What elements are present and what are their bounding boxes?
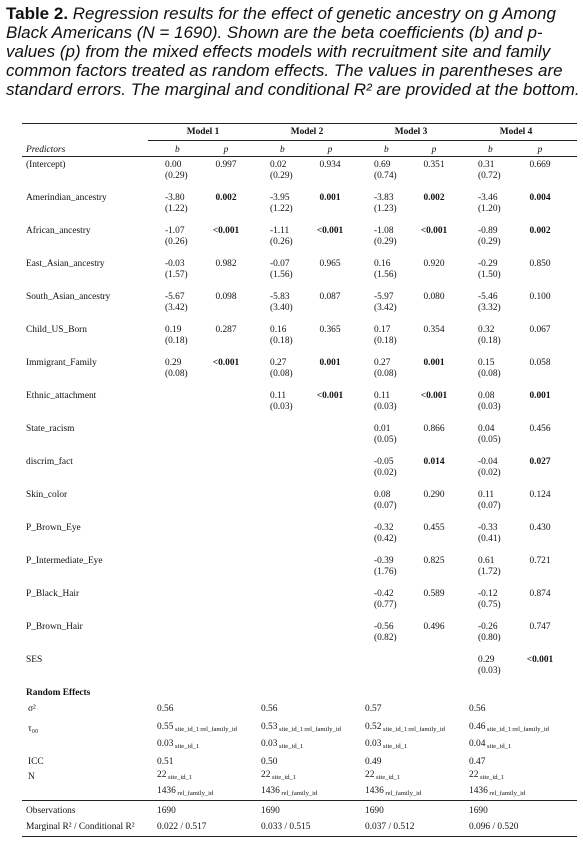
n-family bbox=[261, 786, 317, 799]
coef-b: -0.04 bbox=[478, 457, 498, 467]
coef-se: (3.40) bbox=[270, 303, 293, 313]
observations-value: 1690 bbox=[157, 806, 176, 816]
tau-family bbox=[157, 722, 237, 735]
predictor-label: Immigrant_Family bbox=[26, 358, 97, 368]
coef-b: 0.31 bbox=[478, 160, 495, 170]
tau-site-value: 0.04 bbox=[469, 739, 486, 749]
n-site-subscript: site_id_1 bbox=[374, 774, 401, 781]
tau-family-subscript: site_id_1:rel_family_id bbox=[277, 726, 341, 733]
r2-value: 0.037 / 0.512 bbox=[365, 822, 415, 832]
predictor-label: P_Brown_Hair bbox=[26, 622, 83, 632]
coef-p: 0.874 bbox=[529, 589, 551, 599]
coef-b: 0.69 bbox=[374, 160, 391, 170]
coef-b: -0.29 bbox=[478, 259, 498, 269]
predictor-label: P_Intermediate_Eye bbox=[26, 556, 103, 566]
r2-value: 0.033 / 0.515 bbox=[261, 822, 311, 832]
n-label: N bbox=[28, 772, 35, 782]
coef-se: (1.22) bbox=[165, 204, 188, 214]
sigma-value: 0.56 bbox=[157, 704, 174, 714]
coef-se: (0.05) bbox=[478, 435, 501, 445]
coef-se: (1.56) bbox=[374, 270, 397, 280]
obs-rule bbox=[22, 800, 577, 801]
tau-family-value: 0.55 bbox=[157, 722, 174, 732]
predictor-label: Skin_color bbox=[26, 490, 68, 500]
tau-family-subscript: site_id_1:rel_family_id bbox=[173, 726, 237, 733]
coef-se: (0.42) bbox=[374, 534, 397, 544]
coef-p: 0.934 bbox=[319, 160, 341, 170]
n-family-value: 1436 bbox=[469, 786, 488, 796]
coef-p: 0.365 bbox=[319, 325, 341, 335]
coef-b: -0.05 bbox=[374, 457, 394, 467]
coef-se: (0.03) bbox=[478, 402, 501, 412]
coef-b: 0.19 bbox=[165, 325, 182, 335]
n-family bbox=[365, 786, 421, 799]
observations-label: Observations bbox=[26, 806, 76, 816]
coef-b: 0.08 bbox=[374, 490, 391, 500]
coef-p: 0.004 bbox=[529, 193, 551, 203]
n-family-subscript: rel_family_id bbox=[487, 790, 526, 797]
coef-b: -3.46 bbox=[478, 193, 498, 203]
tau-site bbox=[365, 739, 407, 752]
coef-p: 0.997 bbox=[215, 160, 237, 170]
coef-se: (0.08) bbox=[374, 369, 397, 379]
coef-se: (1.76) bbox=[374, 567, 397, 577]
coef-b: -0.42 bbox=[374, 589, 394, 599]
n-site bbox=[157, 770, 192, 783]
model-header: Model 4 bbox=[499, 127, 533, 137]
icc-value: 0.47 bbox=[469, 757, 486, 767]
coef-b: 0.61 bbox=[478, 556, 495, 566]
observations-value: 1690 bbox=[261, 806, 280, 816]
coef-p: 0.866 bbox=[423, 424, 445, 434]
coef-p: <0.001 bbox=[212, 226, 240, 236]
tau-site-value: 0.03 bbox=[157, 739, 174, 749]
coef-b: -5.46 bbox=[478, 292, 498, 302]
coef-b: -1.07 bbox=[165, 226, 185, 236]
coef-se: (0.07) bbox=[478, 501, 501, 511]
tau-site-value: 0.03 bbox=[261, 739, 278, 749]
n-site-value: 22 bbox=[469, 770, 479, 780]
coef-b: 0.15 bbox=[478, 358, 495, 368]
p-header: p bbox=[431, 145, 437, 155]
coef-p: <0.001 bbox=[212, 358, 240, 368]
predictor-label: P_Brown_Eye bbox=[26, 523, 81, 533]
coef-b: -5.67 bbox=[165, 292, 185, 302]
predictor-label: Amerindian_ancestry bbox=[26, 193, 107, 203]
tau-site-subscript: site_id_1 bbox=[173, 743, 200, 750]
n-site bbox=[469, 770, 504, 783]
coef-b: 0.11 bbox=[478, 490, 495, 500]
n-family-subscript: rel_family_id bbox=[175, 790, 214, 797]
coef-p: 0.920 bbox=[423, 259, 445, 269]
coef-p: 0.014 bbox=[423, 457, 445, 467]
r2-value: 0.022 / 0.517 bbox=[157, 822, 207, 832]
coef-p: <0.001 bbox=[526, 655, 554, 665]
coef-b: 0.08 bbox=[478, 391, 495, 401]
n-site-value: 22 bbox=[365, 770, 375, 780]
coef-p: 0.496 bbox=[423, 622, 445, 632]
tau-family bbox=[261, 722, 341, 735]
coef-se: (0.08) bbox=[165, 369, 188, 379]
coef-se: (0.18) bbox=[165, 336, 188, 346]
tau-site bbox=[157, 739, 199, 752]
coef-p: 0.965 bbox=[319, 259, 341, 269]
b-header: b bbox=[488, 145, 493, 155]
coef-p: <0.001 bbox=[316, 226, 344, 236]
coef-b: -0.39 bbox=[374, 556, 394, 566]
coef-p: 0.098 bbox=[215, 292, 237, 302]
coef-se: (0.29) bbox=[270, 171, 293, 181]
predictor-label: Child_US_Born bbox=[26, 325, 87, 335]
coef-se: (0.29) bbox=[165, 171, 188, 181]
coef-p: 0.850 bbox=[529, 259, 551, 269]
coef-se: (1.72) bbox=[478, 567, 501, 577]
coef-se: (0.03) bbox=[374, 402, 397, 412]
coef-se: (0.80) bbox=[478, 633, 501, 643]
coef-se: (0.82) bbox=[374, 633, 397, 643]
coef-b: -0.12 bbox=[478, 589, 498, 599]
coef-p: 0.747 bbox=[529, 622, 551, 632]
n-family-value: 1436 bbox=[157, 786, 176, 796]
coef-p: <0.001 bbox=[420, 391, 448, 401]
coef-p: 0.001 bbox=[319, 358, 341, 368]
coef-se: (1.22) bbox=[270, 204, 293, 214]
coef-p: 0.721 bbox=[529, 556, 551, 566]
b-header: b bbox=[175, 145, 180, 155]
tau-label: τ₀₀ bbox=[28, 724, 39, 734]
predictor-label: SES bbox=[26, 655, 43, 665]
coef-se: (3.42) bbox=[165, 303, 188, 313]
model-header: Model 3 bbox=[394, 127, 428, 137]
sigma-value: 0.56 bbox=[469, 704, 486, 714]
coef-b: -0.07 bbox=[270, 259, 290, 269]
coef-b: 0.11 bbox=[270, 391, 287, 401]
predictor-label: discrim_fact bbox=[26, 457, 73, 467]
tau-site bbox=[261, 739, 303, 752]
coef-p: 0.067 bbox=[529, 325, 551, 335]
r2-label: Marginal R² / Conditional R² bbox=[26, 822, 135, 832]
coef-p: 0.351 bbox=[423, 160, 445, 170]
coef-se: (0.41) bbox=[478, 534, 501, 544]
coef-p: 0.430 bbox=[529, 523, 551, 533]
coef-p: <0.001 bbox=[420, 226, 448, 236]
caption-text: Regression results for the effect of genetic ancestry on g Among Black Americans (N = 1690). Shown are the beta coefficients (b) and p-values (p) from the mixed effects models with recruitment site and family common factors treated as random effects. The values in parentheses are standard errors. The marginal and conditional R² are provided at the bottom. bbox=[6, 4, 580, 99]
coef-p: 0.669 bbox=[529, 160, 551, 170]
coef-se: (0.75) bbox=[478, 600, 501, 610]
coef-se: (1.57) bbox=[165, 270, 188, 280]
p-header: p bbox=[223, 145, 229, 155]
coef-b: 0.17 bbox=[374, 325, 391, 335]
header-rule bbox=[22, 156, 577, 157]
coef-b: -0.03 bbox=[165, 259, 185, 269]
coef-se: (0.72) bbox=[478, 171, 501, 181]
coef-se: (0.07) bbox=[374, 501, 397, 511]
tau-family bbox=[469, 722, 549, 735]
r2-value: 0.096 / 0.520 bbox=[469, 822, 519, 832]
coef-se: (0.05) bbox=[374, 435, 397, 445]
coef-b: -5.97 bbox=[374, 292, 394, 302]
coef-p: <0.001 bbox=[316, 391, 344, 401]
p-header: p bbox=[327, 145, 333, 155]
predictor-label: Ethnic_attachment bbox=[26, 391, 97, 401]
sigma-label: σ² bbox=[28, 704, 36, 714]
coef-se: (3.32) bbox=[478, 303, 501, 313]
coef-b: -0.33 bbox=[478, 523, 498, 533]
coef-b: -3.95 bbox=[270, 193, 290, 203]
predictor-label: State_racism bbox=[26, 424, 75, 434]
n-site-subscript: site_id_1 bbox=[270, 774, 297, 781]
coef-se: (0.02) bbox=[478, 468, 501, 478]
coef-b: -0.89 bbox=[478, 226, 498, 236]
coef-b: -1.11 bbox=[270, 226, 290, 236]
n-family-value: 1436 bbox=[261, 786, 280, 796]
n-site-value: 22 bbox=[157, 770, 167, 780]
predictor-label: South_Asian_ancestry bbox=[26, 292, 111, 302]
coef-b: -5.83 bbox=[270, 292, 290, 302]
n-site-value: 22 bbox=[261, 770, 271, 780]
model-underline bbox=[148, 140, 577, 141]
coef-se: (1.50) bbox=[478, 270, 501, 280]
coef-se: (0.77) bbox=[374, 600, 397, 610]
coef-b: 0.16 bbox=[270, 325, 287, 335]
caption-label: Table 2. bbox=[6, 4, 69, 23]
coef-b: -3.80 bbox=[165, 193, 185, 203]
coef-p: 0.589 bbox=[423, 589, 445, 599]
coef-p: 0.002 bbox=[529, 226, 551, 236]
coef-b: 0.04 bbox=[478, 424, 495, 434]
coef-p: 0.354 bbox=[423, 325, 445, 335]
coef-se: (0.18) bbox=[478, 336, 501, 346]
coef-b: 0.32 bbox=[478, 325, 495, 335]
coef-b: 0.02 bbox=[270, 160, 287, 170]
n-site-subscript: site_id_1 bbox=[478, 774, 505, 781]
coef-b: 0.16 bbox=[374, 259, 391, 269]
b-header: b bbox=[280, 145, 285, 155]
coef-p: 0.455 bbox=[423, 523, 445, 533]
coef-p: 0.058 bbox=[529, 358, 551, 368]
coef-b: 0.00 bbox=[165, 160, 182, 170]
coef-p: 0.456 bbox=[529, 424, 551, 434]
coef-b: 0.27 bbox=[270, 358, 287, 368]
coef-p: 0.080 bbox=[423, 292, 445, 302]
coef-se: (0.29) bbox=[374, 237, 397, 247]
b-header: b bbox=[384, 145, 389, 155]
coef-b: 0.29 bbox=[478, 655, 495, 665]
tau-family-subscript: site_id_1:rel_family_id bbox=[381, 726, 445, 733]
coef-se: (0.29) bbox=[478, 237, 501, 247]
coef-b: -0.26 bbox=[478, 622, 498, 632]
n-family bbox=[469, 786, 525, 799]
coef-p: 0.982 bbox=[215, 259, 237, 269]
tau-site bbox=[469, 739, 511, 752]
coef-se: (0.74) bbox=[374, 171, 397, 181]
bottom-rule bbox=[22, 836, 577, 837]
coef-se: (0.08) bbox=[270, 369, 293, 379]
tau-family-subscript: site_id_1:rel_family_id bbox=[485, 726, 549, 733]
predictor-label: P_Black_Hair bbox=[26, 589, 80, 599]
sigma-value: 0.56 bbox=[261, 704, 278, 714]
top-rule bbox=[22, 123, 577, 124]
coef-se: (0.26) bbox=[165, 237, 188, 247]
n-family-subscript: rel_family_id bbox=[279, 790, 318, 797]
random-effects-header: Random Effects bbox=[26, 688, 91, 698]
observations-value: 1690 bbox=[365, 806, 384, 816]
coef-se: (0.03) bbox=[478, 666, 501, 676]
coef-p: 0.825 bbox=[423, 556, 445, 566]
coef-p: 0.001 bbox=[423, 358, 445, 368]
tau-family-value: 0.53 bbox=[261, 722, 278, 732]
coef-p: 0.124 bbox=[529, 490, 551, 500]
tau-family-value: 0.46 bbox=[469, 722, 486, 732]
coef-b: 0.11 bbox=[374, 391, 391, 401]
coef-se: (0.08) bbox=[478, 369, 501, 379]
predictor-label: African_ancestry bbox=[26, 226, 91, 236]
predictor-label: East_Asian_ancestry bbox=[26, 259, 105, 269]
coef-b: 0.27 bbox=[374, 358, 391, 368]
n-family bbox=[157, 786, 213, 799]
model-header: Model 2 bbox=[290, 127, 324, 137]
coef-p: 0.027 bbox=[529, 457, 551, 467]
coef-b: 0.29 bbox=[165, 358, 182, 368]
coef-p: 0.001 bbox=[319, 193, 341, 203]
coef-se: (0.02) bbox=[374, 468, 397, 478]
coef-p: 0.001 bbox=[529, 391, 551, 401]
predictors-header: Predictors bbox=[26, 145, 66, 155]
n-site bbox=[365, 770, 400, 783]
n-site-subscript: site_id_1 bbox=[166, 774, 193, 781]
predictor-label: (Intercept) bbox=[26, 160, 66, 170]
n-site bbox=[261, 770, 296, 783]
n-family-value: 1436 bbox=[365, 786, 384, 796]
coef-b: 0.01 bbox=[374, 424, 391, 434]
table-caption bbox=[6, 4, 580, 99]
sigma-value: 0.57 bbox=[365, 704, 382, 714]
coef-b: -1.08 bbox=[374, 226, 394, 236]
coef-se: (0.18) bbox=[270, 336, 293, 346]
coef-p: 0.002 bbox=[215, 193, 237, 203]
observations-value: 1690 bbox=[469, 806, 488, 816]
tau-site-value: 0.03 bbox=[365, 739, 382, 749]
icc-label: ICC bbox=[28, 757, 44, 767]
tau-site-subscript: site_id_1 bbox=[381, 743, 408, 750]
coef-se: (3.42) bbox=[374, 303, 397, 313]
icc-value: 0.50 bbox=[261, 757, 278, 767]
coef-se: (0.18) bbox=[374, 336, 397, 346]
icc-value: 0.49 bbox=[365, 757, 382, 767]
coef-p: 0.100 bbox=[529, 292, 551, 302]
coef-se: (1.56) bbox=[270, 270, 293, 280]
tau-site-subscript: site_id_1 bbox=[277, 743, 304, 750]
coef-b: -0.32 bbox=[374, 523, 394, 533]
model-header: Model 1 bbox=[186, 127, 220, 137]
tau-family bbox=[365, 722, 445, 735]
coef-se: (0.26) bbox=[270, 237, 293, 247]
coef-p: 0.290 bbox=[423, 490, 445, 500]
tau-site-subscript: site_id_1 bbox=[485, 743, 512, 750]
p-header: p bbox=[537, 145, 543, 155]
icc-value: 0.51 bbox=[157, 757, 174, 767]
coef-b: -3.83 bbox=[374, 193, 394, 203]
coef-b: -0.56 bbox=[374, 622, 394, 632]
coef-p: 0.287 bbox=[215, 325, 237, 335]
coef-se: (1.23) bbox=[374, 204, 397, 214]
coef-se: (0.03) bbox=[270, 402, 293, 412]
coef-p: 0.002 bbox=[423, 193, 445, 203]
coef-se: (1.20) bbox=[478, 204, 501, 214]
n-family-subscript: rel_family_id bbox=[383, 790, 422, 797]
tau-family-value: 0.52 bbox=[365, 722, 382, 732]
coef-p: 0.087 bbox=[319, 292, 341, 302]
